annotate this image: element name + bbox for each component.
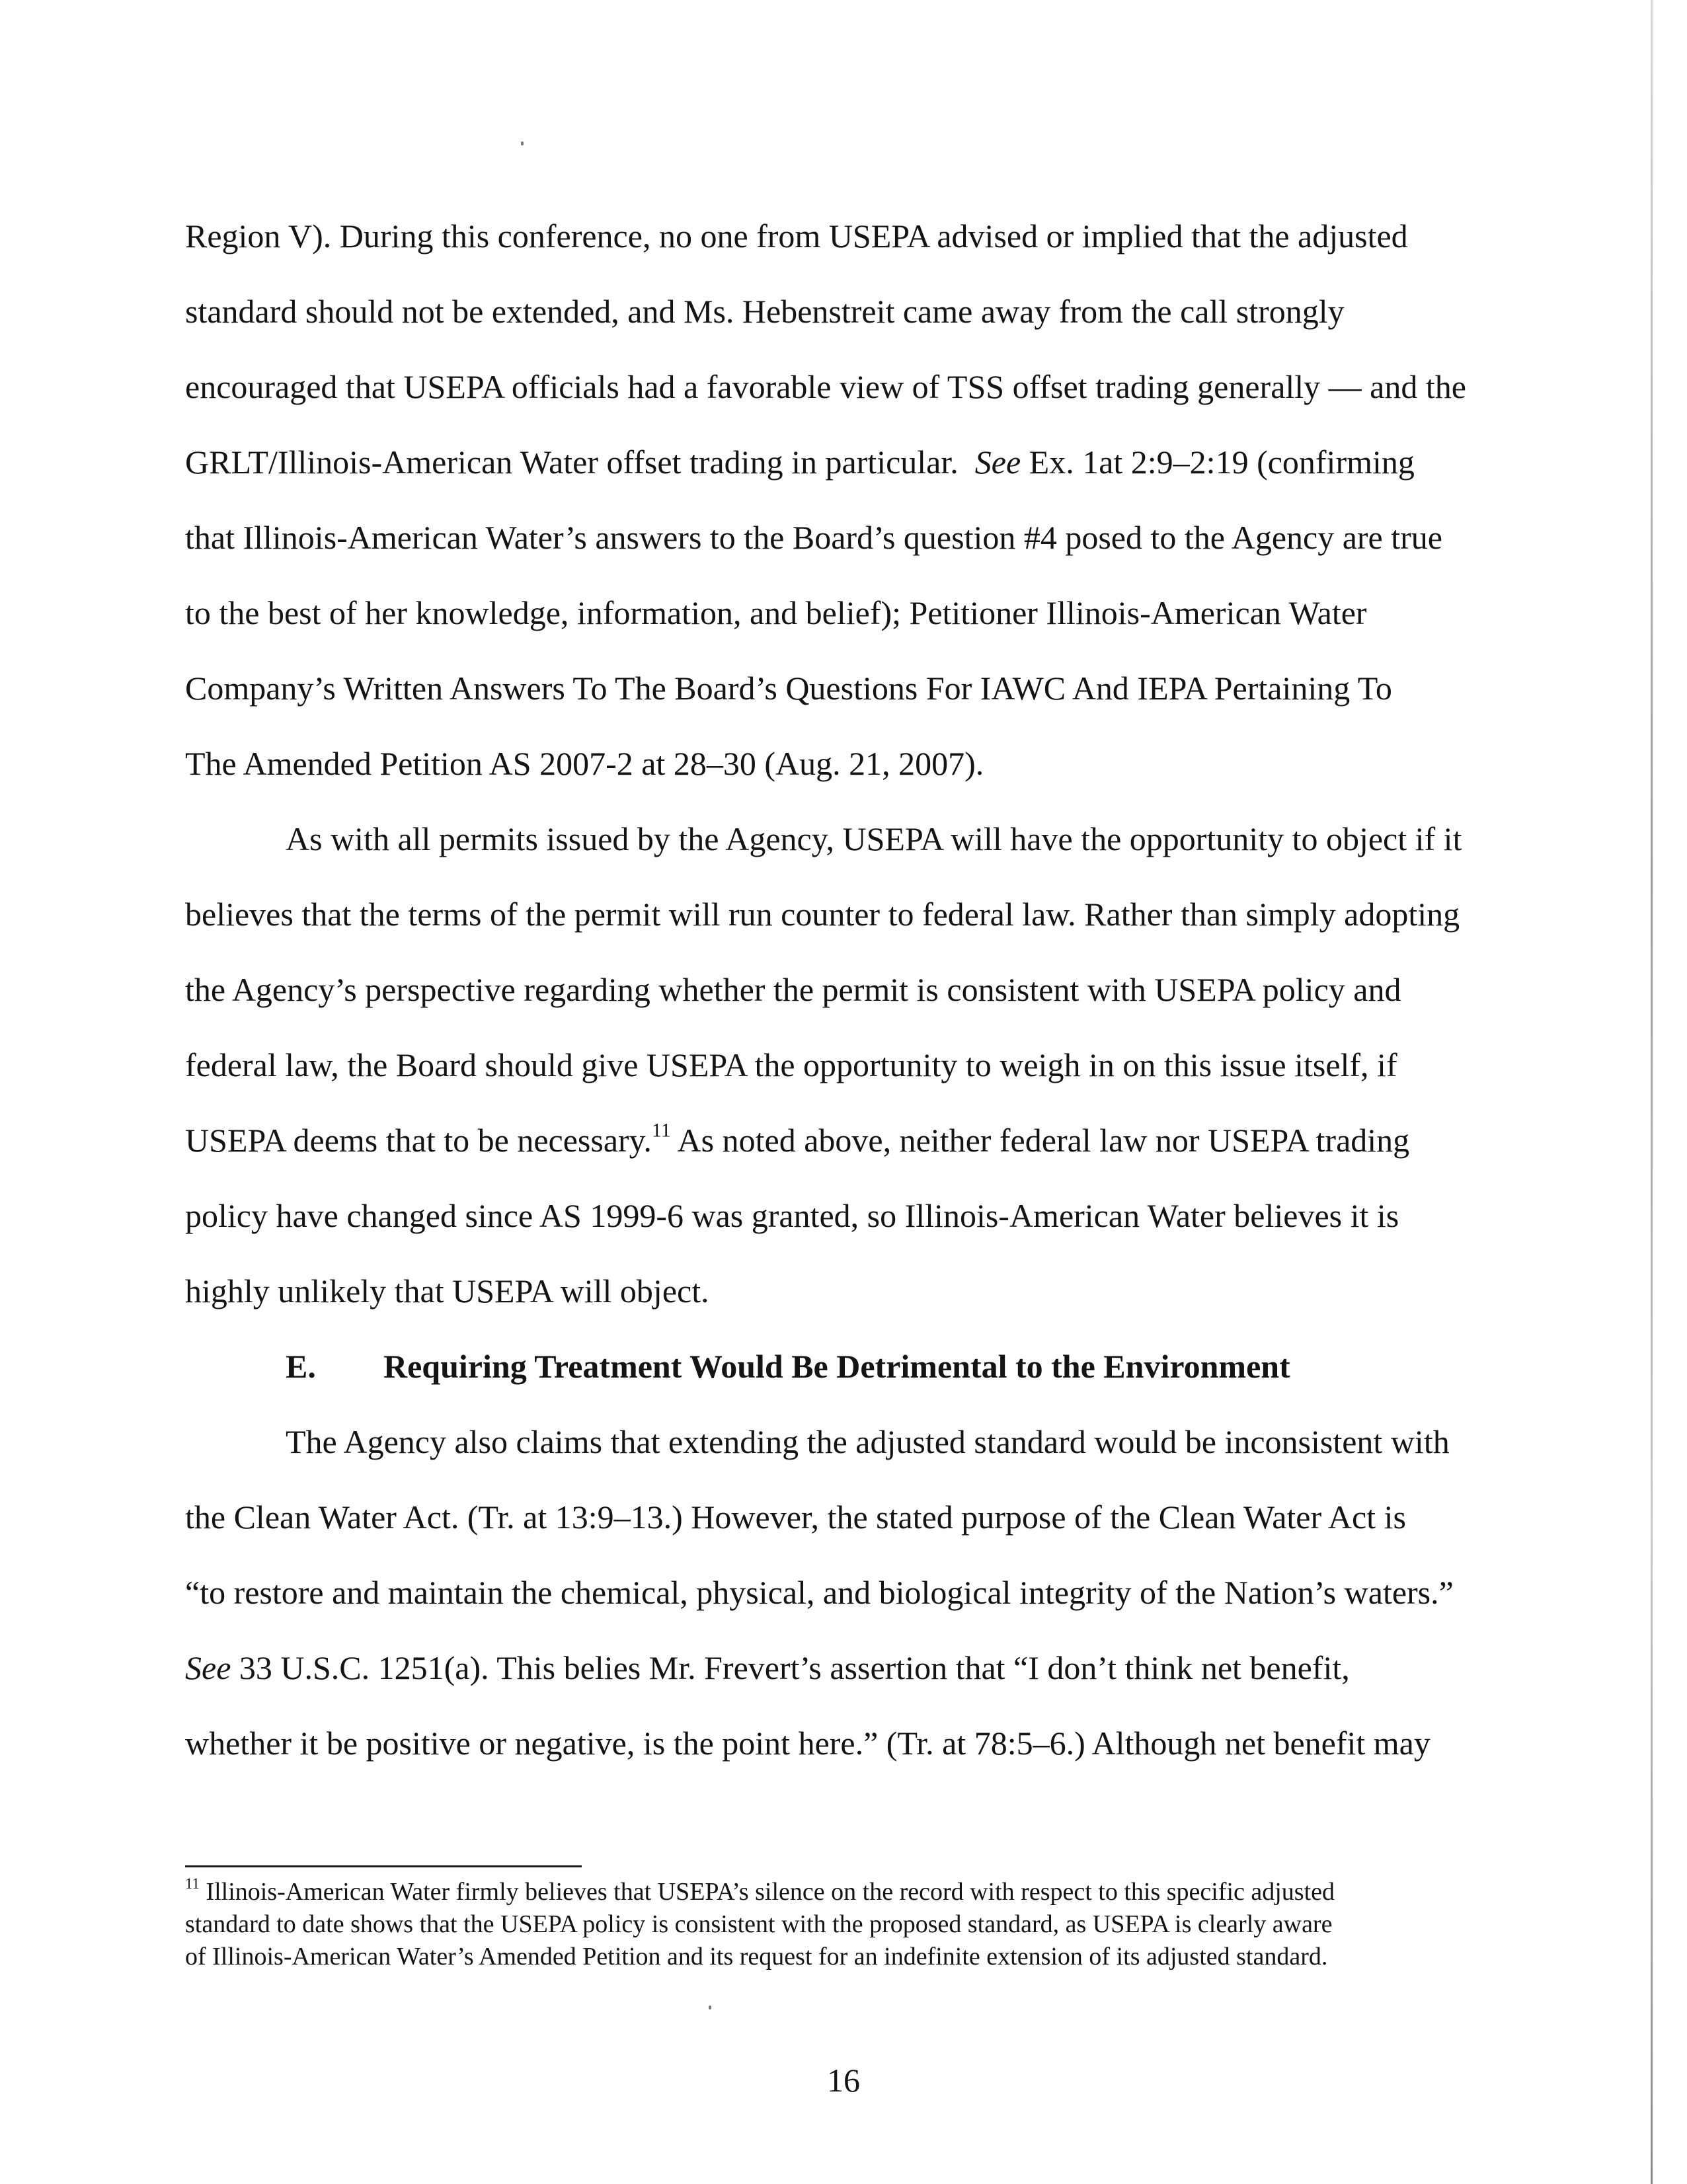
- page-number: 16: [827, 2062, 860, 2099]
- footnote-reference: 11: [651, 1119, 671, 1142]
- text-segment: Ex. 1at 2:9–2:19 (confirming: [1021, 444, 1415, 481]
- text-line: the Clean Water Act. (Tr. at 13:9–13.) However, the stated purpose of the Clean Water Act is: [185, 1499, 1406, 1536]
- text-segment: USEPA deems that to be necessary.: [185, 1122, 652, 1159]
- see-signal: See: [185, 1649, 231, 1686]
- scan-speck: [521, 141, 524, 145]
- text-line: encouraged that USEPA officials had a favorable view of TSS offset trading generally — and the: [185, 368, 1466, 405]
- text-line: The Amended Petition AS 2007-2 at 28–30 (Aug. 21, 2007).: [185, 745, 984, 782]
- footnote-separator: [185, 1865, 582, 1867]
- text-line: Region V). During this conference, no one from USEPA advised or implied that the adjusted: [185, 217, 1408, 254]
- footnote-text: Illinois-American Water firmly believes that USEPA’s silence on the record with respect to this specific adjusted: [199, 1878, 1335, 1906]
- text-line: “to restore and maintain the chemical, physical, and biological integrity of the Nation’s waters.”: [185, 1574, 1454, 1611]
- section-letter: E.: [286, 1348, 316, 1385]
- text-segment: As noted above, neither federal law nor USEPA trading: [670, 1122, 1410, 1159]
- text-line: federal law, the Board should give USEPA the opportunity to weigh in on this issue itself, if: [185, 1046, 1397, 1083]
- text-segment: GRLT/Illinois-American Water offset trading in particular.: [185, 444, 959, 481]
- text-line: As with all permits issued by the Agency, USEPA will have the opportunity to object if it: [286, 820, 1462, 857]
- text-line: The Agency also claims that extending the adjusted standard would be inconsistent with: [286, 1423, 1450, 1460]
- text-segment: 33 U.S.C. 1251(a). This belies Mr. Frevert’s assertion that “I don’t think net benefit,: [231, 1649, 1350, 1686]
- section-title: Requiring Treatment Would Be Detrimental to the Environment: [383, 1348, 1290, 1385]
- scan-speck: [709, 2006, 711, 2009]
- text-line: to the best of her knowledge, information, and belief); Petitioner Illinois-American Water: [185, 594, 1367, 631]
- text-line: the Agency’s perspective regarding whether the permit is consistent with USEPA policy and: [185, 971, 1401, 1008]
- footnote-line: [185, 1876, 1494, 1908]
- text-line: whether it be positive or negative, is the point here.” (Tr. at 78:5–6.) Although net benefit may: [185, 1725, 1431, 1762]
- text-line: that Illinois-American Water’s answers to the Board’s question #4 posed to the Agency are true: [185, 519, 1442, 556]
- text-line: [185, 1630, 1494, 1705]
- section-heading: [185, 1329, 1494, 1404]
- text-line: [185, 424, 1494, 500]
- footnote-line: standard to date shows that the USEPA policy is consistent with the proposed standard, as USEPA is clearly aware: [185, 1910, 1333, 1938]
- text-line: policy have changed since AS 1999-6 was granted, so Illinois-American Water believes it is: [185, 1197, 1399, 1234]
- text-line: highly unlikely that USEPA will object.: [185, 1272, 709, 1309]
- footnote-line: of Illinois-American Water’s Amended Petition and its request for an indefinite extension of its adjusted standard.: [185, 1943, 1328, 1970]
- footnote-number: 11: [185, 1875, 200, 1892]
- footnote: [185, 1876, 1494, 1973]
- see-signal: See: [974, 444, 1021, 481]
- text-line: standard should not be extended, and Ms. Hebenstreit came away from the call strongly: [185, 293, 1345, 330]
- body-text: [185, 198, 1494, 1781]
- text-line: believes that the terms of the permit will run counter to federal law. Rather than simply adopting: [185, 896, 1460, 933]
- scan-edge: [1651, 0, 1653, 2184]
- text-line: [185, 1103, 1494, 1178]
- text-line: Company’s Written Answers To The Board’s Questions For IAWC And IEPA Pertaining To: [185, 670, 1392, 707]
